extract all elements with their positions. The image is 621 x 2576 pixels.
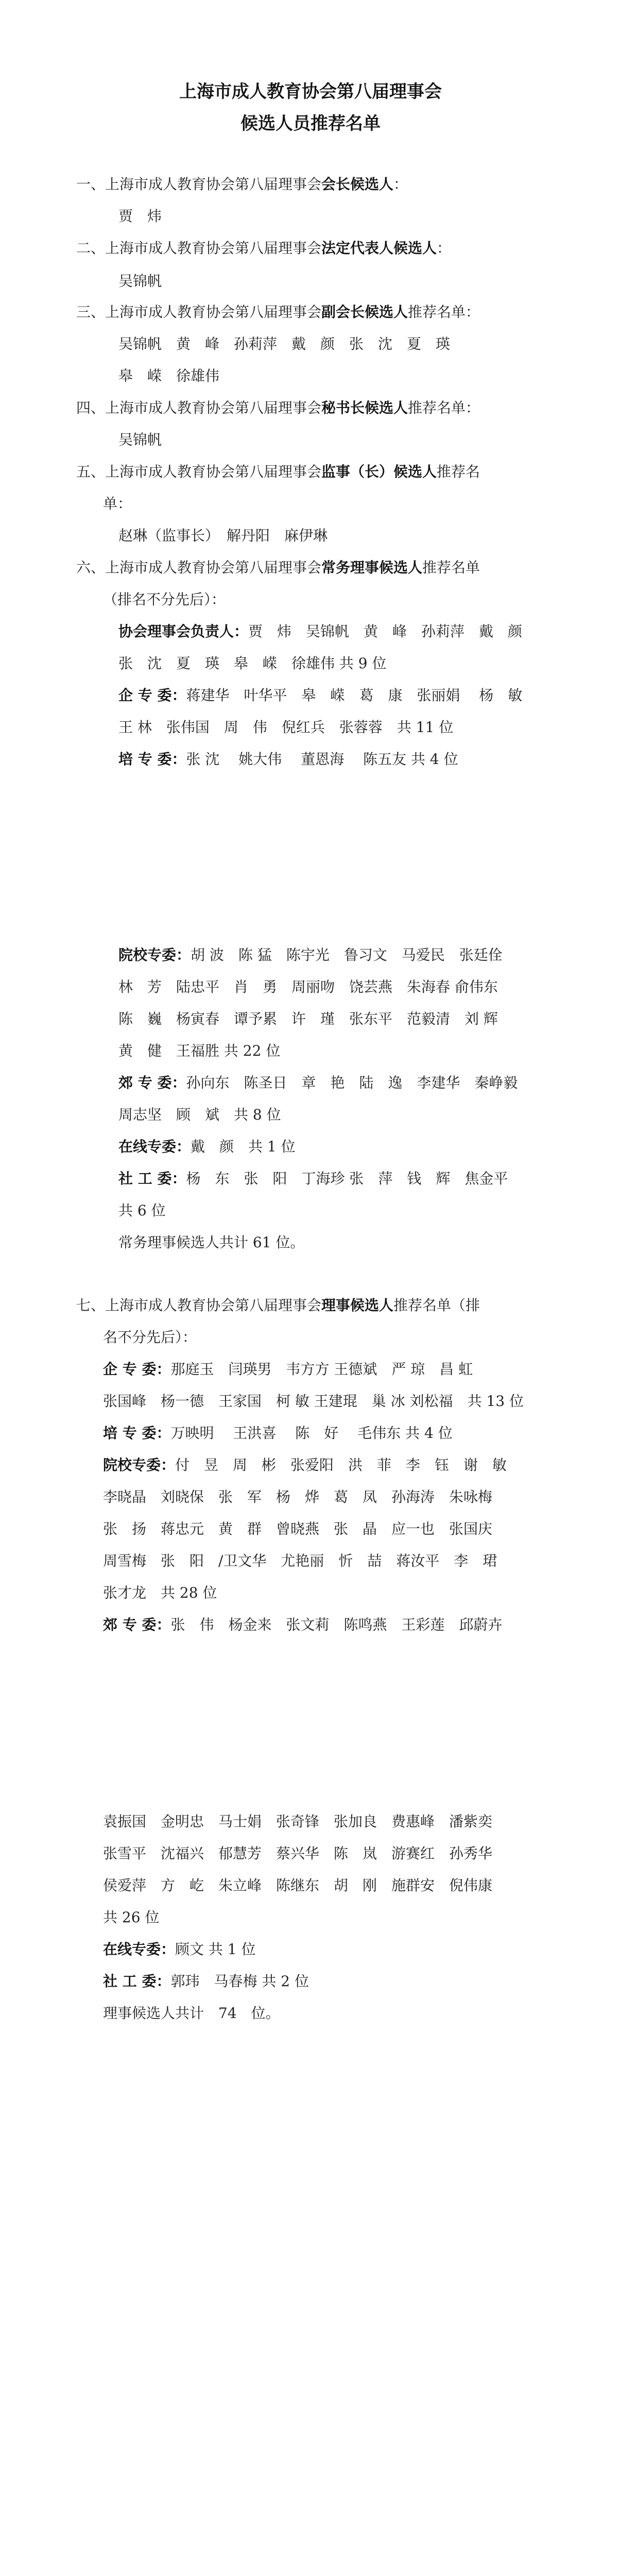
section-2-names: 吴锦帆	[118, 273, 162, 290]
section-6-pre: 六、上海市成人教育协会第八届理事会	[76, 559, 322, 576]
section-4-names: 吴锦帆	[118, 431, 162, 448]
section-4-pre: 四、上海市成人教育协会第八届理事会	[76, 399, 322, 416]
s6-group-training-label: 培 专 委：	[118, 751, 186, 768]
section-4-bold: 秘书长候选人	[321, 399, 408, 416]
s6-group-social-label: 社 工 委：	[118, 1170, 186, 1187]
s7-group-online-label: 在线专委：	[103, 1941, 176, 1958]
s6-group-enterprise-label: 企 专 委：	[118, 687, 186, 704]
s7-group-online	[103, 1939, 256, 1960]
s6-group-leaders-label: 协会理事会负责人：	[118, 623, 249, 640]
section-7-bold: 理事候选人	[321, 1297, 394, 1314]
s7-group-suburb-row-4: 侯爱萍 方 屹 朱立峰 陈继东 胡 刚 施群安 倪伟康	[103, 1877, 493, 1894]
section-6-post: 推荐名单	[422, 559, 480, 576]
section-6-heading	[76, 557, 480, 578]
s6-group-online-row-1: 戴 颜 共 1 位	[191, 1138, 296, 1155]
s6-group-training-row-1: 张 沈 姚大伟 董恩海 陈五友 共 4 位	[186, 751, 458, 768]
s6-group-suburb-label: 郊 专 委：	[118, 1074, 186, 1091]
s7-group-enterprise-row-2: 张国峰 杨一德 王家国 柯 敏 王建琨 巢 冰 刘松福 共 13 位	[103, 1393, 524, 1410]
s6-group-enterprise	[118, 685, 522, 706]
section-7-heading-cont: 名不分先后）：	[103, 1329, 197, 1346]
section-3-names-row-1: 吴锦帆 黄 峰 孙莉萍 戴 颜 张 沈 夏 瑛	[118, 335, 451, 352]
s7-group-college	[103, 1455, 507, 1476]
s7-group-enterprise-row-1: 那庭玉 闫瑛男 韦方方 王德斌 严 琼 昌 虹	[170, 1361, 473, 1378]
s6-group-social	[118, 1168, 508, 1189]
section-5-bold: 监事（长）候选人	[321, 463, 437, 480]
s7-group-suburb-row-2: 袁振国 金明忠 马士娟 张奇锋 张加良 费惠峰 潘紫奕	[103, 1813, 493, 1830]
s7-group-training-label: 培 专 委：	[103, 1425, 171, 1442]
s6-group-online	[118, 1137, 296, 1157]
s7-group-enterprise-label: 企 专 委：	[103, 1361, 171, 1378]
section-3-bold: 副会长候选人	[321, 303, 408, 320]
section-5-pre: 五、上海市成人教育协会第八届理事会	[76, 463, 322, 480]
s6-group-training	[118, 749, 458, 770]
section-1-post: ：	[393, 176, 408, 193]
s7-group-college-label: 院校专委：	[103, 1456, 176, 1473]
s7-group-college-row-4: 周雪梅 张 阳 /卫文华 尤艳丽 忻 喆 蒋汝平 李 珺	[103, 1552, 497, 1569]
s6-group-social-row-2: 共 6 位	[118, 1202, 166, 1219]
section-7-heading	[76, 1295, 480, 1316]
s7-group-suburb-row-5: 共 26 位	[103, 1909, 160, 1926]
s6-group-suburb-row-2: 周志坚 顾 斌 共 8 位	[118, 1106, 281, 1123]
s7-group-college-row-1: 付 昱 周 彬 张爱阳 洪 菲 李 钰 谢 敏	[175, 1456, 507, 1473]
s6-group-leaders-row-2: 张 沈 夏 瑛 皋 嵘 徐雄伟 共 9 位	[118, 655, 387, 672]
s7-group-online-row-1: 顾文 共 1 位	[175, 1941, 256, 1958]
s7-total: 理事候选人共计 74 位。	[103, 2005, 280, 2022]
s7-group-suburb-row-3: 张雪平 沈福兴 郁慧芳 蔡兴华 陈 岚 游赛红 孙秀华	[103, 1845, 493, 1862]
s7-group-training	[103, 1423, 453, 1444]
s7-group-training-row-1: 万映明 王洪喜 陈 好 毛伟东 共 4 位	[170, 1425, 453, 1442]
section-7-pre: 七、上海市成人教育协会第八届理事会	[76, 1297, 322, 1314]
section-2-pre: 二、上海市成人教育协会第八届理事会	[76, 240, 322, 257]
s6-group-leaders-row-1: 贾 炜 吴锦帆 黄 峰 孙莉萍 戴 颜	[248, 623, 523, 640]
section-1-bold: 会长候选人	[321, 176, 394, 193]
s7-group-college-row-2: 李晓晶 刘晓保 张 军 杨 烨 葛 凤 孙海涛 朱咏梅	[103, 1488, 493, 1505]
section-7-post: 推荐名单（排	[393, 1297, 480, 1314]
s6-group-enterprise-row-1: 蒋建华 叶华平 皋 嵘 葛 康 张丽娟 杨 敏	[186, 687, 523, 704]
s7-group-suburb-row-1: 张 伟 杨金来 张文莉 陈鸣燕 王彩莲 邱蔚卉	[170, 1616, 503, 1633]
s6-group-college-row-1: 胡 波 陈 猛 陈宇光 鲁习文 马爱民 张廷佺	[191, 946, 503, 963]
s7-group-college-row-5: 张才龙 共 28 位	[103, 1584, 217, 1601]
section-2-heading	[76, 238, 451, 259]
section-2-bold: 法定代表人候选人	[321, 240, 437, 257]
title-line-2: 候选人员推荐名单	[240, 113, 381, 134]
s6-group-enterprise-row-2: 王 林 张伟国 周 伟 倪红兵 张蓉蓉 共 11 位	[118, 719, 454, 736]
section-3-names-row-2: 皋 嵘 徐雄伟	[118, 367, 220, 384]
s6-group-college-label: 院校专委：	[118, 946, 191, 963]
section-4-post: 推荐名单：	[408, 399, 480, 416]
s6-group-college-row-4: 黄 健 王福胜 共 22 位	[118, 1042, 281, 1059]
section-2-post: ：	[437, 240, 452, 257]
s7-group-enterprise	[103, 1359, 473, 1380]
section-1-pre: 一、上海市成人教育协会第八届理事会	[76, 176, 322, 193]
s6-group-college	[118, 945, 503, 965]
s6-total: 常务理事候选人共计 61 位。	[118, 1234, 305, 1251]
s6-group-social-row-1: 杨 东 张 阳 丁海珍 张 萍 钱 辉 焦金平	[186, 1170, 508, 1187]
section-5-heading-cont: 单：	[103, 495, 132, 512]
section-1-names: 贾 炜	[118, 208, 162, 225]
title-line-1: 上海市成人教育协会第八届理事会	[179, 81, 442, 102]
s6-group-suburb	[118, 1073, 518, 1093]
section-3-post: 推荐名单：	[408, 303, 480, 320]
section-3-pre: 三、上海市成人教育协会第八届理事会	[76, 303, 322, 320]
s7-group-suburb	[103, 1615, 503, 1635]
s7-group-college-row-3: 张 扬 蒋忠元 黄 群 曾晓燕 张 晶 应一也 张国庆	[103, 1520, 493, 1537]
s7-group-suburb-label: 郊 专 委：	[103, 1616, 171, 1633]
s6-group-leaders	[118, 621, 522, 642]
section-3-heading	[76, 302, 480, 323]
s7-group-social-label: 社 工 委：	[103, 1973, 171, 1990]
section-4-heading	[76, 398, 480, 418]
section-5-names: 赵琳（监事长） 解丹阳 麻伊琳	[118, 527, 328, 544]
s6-group-college-row-3: 陈 巍 杨寅春 谭予累 许 瑾 张东平 范毅清 刘 辉	[118, 1010, 498, 1027]
section-5-post: 推荐名	[437, 463, 480, 480]
s6-group-college-row-2: 林 芳 陆忠平 肖 勇 周丽吻 饶芸燕 朱海春 俞伟东	[118, 978, 498, 995]
section-5-heading	[76, 462, 480, 482]
s7-group-social	[103, 1971, 309, 1992]
s7-group-social-row-1: 郭玮 马春梅 共 2 位	[170, 1973, 309, 1990]
section-1-heading	[76, 174, 408, 195]
section-6-heading-cont: （排名不分先后）：	[103, 591, 226, 608]
s6-group-suburb-row-1: 孙向东 陈圣日 章 艳 陆 逸 李建华 秦峥毅	[186, 1074, 518, 1091]
section-6-bold: 常务理事候选人	[321, 559, 423, 576]
s6-group-online-label: 在线专委：	[118, 1138, 191, 1155]
